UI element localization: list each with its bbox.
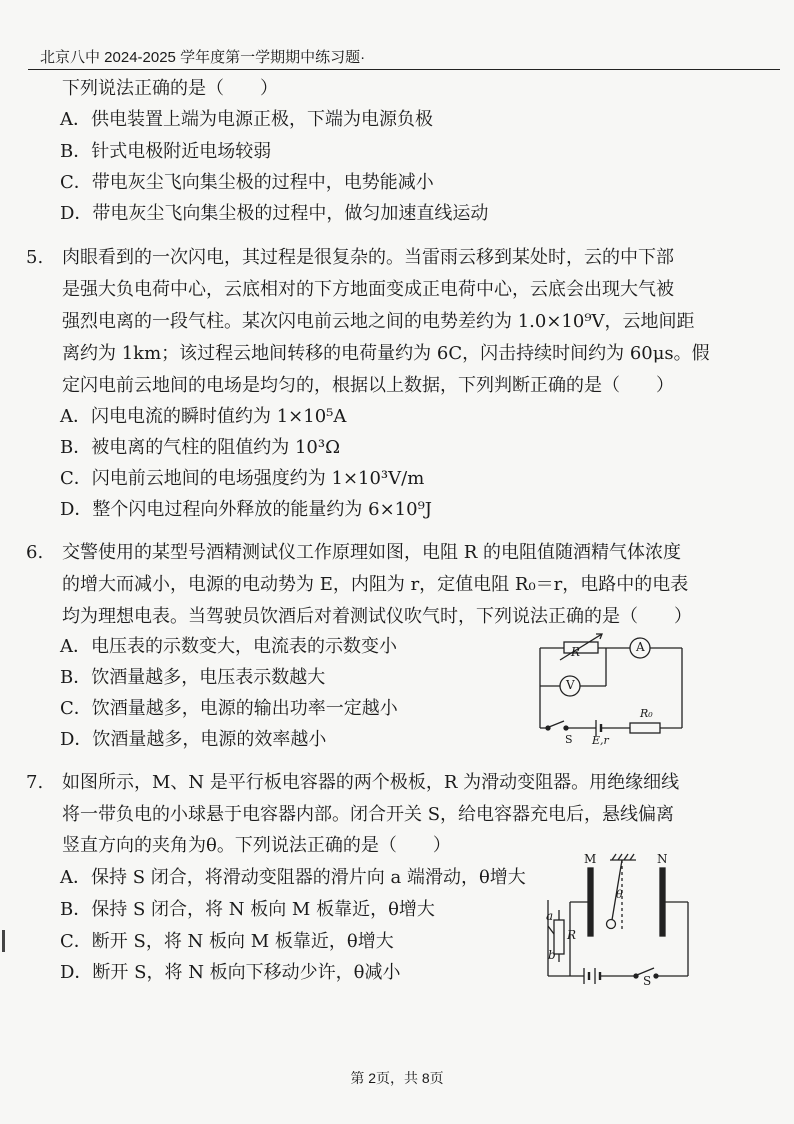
charged-ball [607,920,616,929]
q7-number: 7. [26,772,44,793]
margin-mark [2,930,5,952]
variable-resistor-arrow [560,634,602,660]
q7-capacitor-diagram [540,850,700,980]
q6-stem-line: 的增大而减小，电源的电动势为 E，内阻为 r，定值电阻 R₀＝r，电路中的电表 [62,574,689,595]
q5-stem-line: 强烈电离的一段气柱。某次闪电前云地之间的电势差约为 1.0×10⁹V，云地间距 [62,311,695,332]
q5-stem-line: 离约为 1km；该过程云地间转移的电荷量约为 6C，闪击持续时间约为 60μs。假 [62,343,710,364]
q7-label-theta: θ [616,888,623,901]
q4-option-c: C．带电灰尘飞向集尘极的过程中，电势能减小 [60,172,434,193]
q6-option-c: C．饮酒量越多，电源的输出功率一定越小 [60,698,398,719]
header-rule [28,69,780,70]
q6-option-a: A．电压表的示数变大，电流表的示数变小 [60,636,397,657]
q5-stem-line: 肉眼看到的一次闪电，其过程是很复杂的。当雷雨云移到某处时，云的中下部 [62,247,674,268]
q4-stem: 下列说法正确的是（ ） [62,78,278,99]
q6-label-source: E,r [592,734,609,747]
q7-label-switch: S [643,974,652,988]
q6-label-r: R [571,645,581,659]
q6-label-ammeter: A [636,640,645,654]
q6-label-voltmeter: V [566,678,575,692]
q5-stem-line: 定闪电前云地间的电场是均匀的，根据以上数据，下列判断正确的是（ ） [62,375,674,396]
q7-stem-line: 如图所示，M、N 是平行板电容器的两个极板，R 为滑动变阻器。用绝缘细线 [62,772,680,793]
q7-option-b: B．保持 S 闭合，将 N 板向 M 板靠近，θ增大 [60,899,435,920]
q5-option-c: C．闪电前云地间的电场强度约为 1×10³V/m [60,468,425,489]
q5-option-b: B．被电离的气柱的阻值约为 10³Ω [60,437,340,458]
q6-stem-line: 交警使用的某型号酒精测试仪工作原理如图，电阻 R 的电阻值随酒精气体浓度 [62,542,681,563]
q7-label-a: a [546,909,554,923]
q4-option-a: A．供电装置上端为电源正极，下端为电源负极 [60,109,433,130]
q5-stem-line: 是强大负电荷中心，云底相对的下方地面变成正电荷中心，云底会出现大气被 [62,279,674,300]
q7-option-c: C．断开 S，将 N 板向 M 板靠近，θ增大 [60,931,394,952]
q7-stem-line: 将一带负电的小球悬于电容器内部。闭合开关 S，给电容器充电后，悬线偏离 [62,804,675,825]
q6-option-d: D．饮酒量越多，电源的效率越小 [60,729,327,750]
rheostat-slider [548,926,554,934]
q7-label-r: R [567,928,577,942]
q7-option-d: D．断开 S，将 N 板向下移动少许，θ减小 [60,962,401,983]
q5-number: 5. [26,247,44,268]
q6-number: 6. [26,542,44,563]
page-footer: 第 2页，共 8页 [350,1070,444,1086]
q7-label-b: b [548,948,556,962]
q7-stem-line: 竖直方向的夹角为θ。下列说法正确的是（ ） [62,835,451,856]
q6-option-b: B．饮酒量越多，电压表示数越大 [60,667,326,688]
q5-option-a: A．闪电电流的瞬时值约为 1×10⁵A [60,406,347,427]
q7-option-a: A．保持 S 闭合，将滑动变阻器的滑片向 a 端滑动，θ增大 [60,867,526,888]
q6-label-switch: S [565,733,573,746]
fixed-resistor-r0 [630,723,660,733]
q6-circuit-diagram [530,630,690,748]
q7-label-n: N [657,852,668,866]
page-header: 北京八中 2024-2025 学年度第一学期期中练习题· [40,49,366,66]
q6-label-r0: R₀ [640,707,653,720]
q7-label-m: M [584,852,597,866]
q4-option-d: D．带电灰尘飞向集尘极的过程中，做匀加速直线运动 [60,203,489,224]
q4-option-b: B．针式电极附近电场较弱 [60,141,272,162]
q5-option-d: D．整个闪电过程向外释放的能量约为 6×10⁹J [60,499,433,520]
q6-stem-line: 均为理想电表。当驾驶员饮酒后对着测试仪吹气时，下列说法正确的是（ ） [62,606,692,627]
